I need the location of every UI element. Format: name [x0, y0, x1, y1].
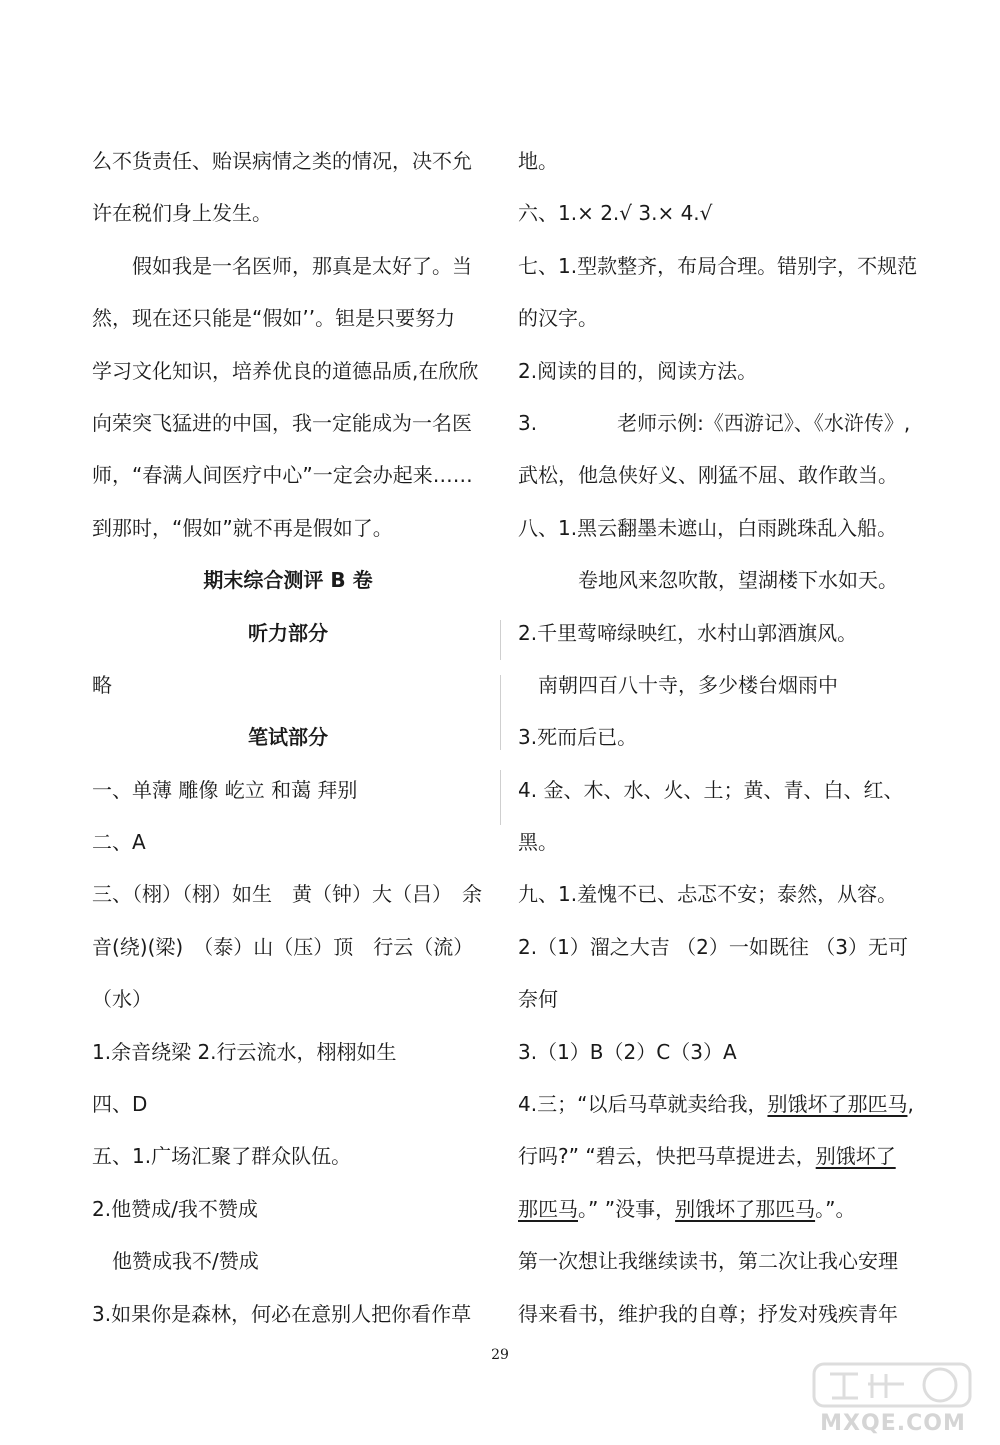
text-line: 奈何	[518, 987, 558, 1012]
exam-title: 期末综合测评 B 卷	[203, 568, 373, 593]
text-line: 师，“春满人间医疗中心”一定会办起来……	[92, 463, 473, 488]
written-section-title: 笔试部分	[248, 725, 328, 750]
answer-line: 2.他赞成/我不赞成	[92, 1196, 258, 1221]
text-line: 学习文化知识，培养优良的道德品质,在欣欣	[92, 358, 479, 383]
answer-line: 二、A	[92, 830, 146, 855]
text-line: 南朝四百八十寺，多少楼台烟雨中	[518, 672, 838, 697]
q4-text: 。” ”没事，	[578, 1196, 676, 1221]
text-line: 七、1.型款整齐，布局合理。错别字，不规范	[518, 253, 918, 278]
text-line: 九、1.羞愧不已、忐忑不安；泰然，从容。	[518, 882, 898, 907]
text-line: 地。	[518, 149, 558, 173]
answer-circle-logo-icon	[812, 1362, 972, 1408]
text-line: 3. 老师示例:《西游记》、《水浒传》,	[518, 410, 911, 435]
q4-text: 行吗?” “碧云，快把马草提进去，	[518, 1144, 816, 1169]
text-line: 向荣突飞猛进的中国，我一定能成为一名医	[92, 410, 472, 435]
page-number: 29	[491, 1347, 509, 1363]
answer-line: 五、1.广场汇聚了群众队伍。	[92, 1144, 352, 1169]
text-line: 3.死而后已。	[518, 725, 638, 750]
column-divider	[500, 620, 501, 660]
text-line: 得来看书，维护我的自尊；抒发对残疾青年	[518, 1301, 898, 1326]
watermark-site-text: MXQE.COM	[820, 1411, 966, 1436]
text-line: 八、1.黑云翻墨未遮山，白雨跳珠乱入船。	[518, 515, 898, 540]
text-line: 黑。	[518, 830, 558, 855]
q4-line-3	[518, 1183, 918, 1235]
underlined-quote: 别饿坏了那匹马	[675, 1196, 816, 1221]
text-line: 2.千里莺啼绿映红，水村山郭酒旗风。	[518, 620, 858, 645]
text-line: 然，现在还只能是“假如’’。钽是只要努力	[92, 306, 456, 331]
text-line: 假如我是一名医师，那真是太好了。当	[92, 253, 472, 278]
answer-line: 四、D	[92, 1092, 148, 1117]
q4-line-2	[518, 1130, 918, 1182]
left-column	[92, 135, 484, 1340]
text-line: 的汉字。	[518, 306, 598, 331]
answer-line: （水）	[92, 987, 152, 1012]
answer-line: 三、（栩）（栩）如生 黄（钟）大（吕） 余	[92, 882, 482, 907]
listening-answer: 略	[92, 672, 112, 697]
answer-line: 1.余音绕梁 2.行云流水，栩栩如生	[92, 1039, 397, 1064]
column-divider	[500, 770, 501, 825]
column-divider	[500, 675, 501, 750]
text-line: 六、1.× 2.√ 3.× 4.√	[518, 201, 713, 226]
answer-line: 他赞成我不/赞成	[92, 1249, 259, 1274]
q4-text: 。”。	[815, 1196, 856, 1221]
answer-line: 3.如果你是森林，何必在意别人把你看作草	[92, 1301, 472, 1326]
site-watermark	[808, 1362, 978, 1436]
underlined-quote: 别饿坏了	[815, 1144, 896, 1169]
text-line: 4. 金、木、水、火、土；黄、青、白、红、	[518, 777, 904, 802]
underlined-quote: 别饿坏了那匹马	[767, 1092, 908, 1117]
text-line: 第一次想让我继续读书，第二次让我心安理	[518, 1249, 898, 1274]
text-line: 武松，他急侠好义、刚猛不屈、敢作敢当。	[518, 463, 898, 488]
q4-prefix: 4.三；“以后马草就卖给我，	[518, 1092, 768, 1117]
right-column	[518, 135, 918, 1340]
listening-section-title: 听力部分	[248, 620, 328, 645]
q4-punct: ,	[907, 1092, 914, 1117]
text-line: 么不货责任、贻误病情之类的情况，决不允	[92, 149, 472, 173]
text-line: 3.（1）B（2）C（3）A	[518, 1039, 737, 1064]
text-line: 2.（1）溜之大吉 （2）一如既往 （3）无可	[518, 934, 908, 959]
answer-line: 一、单薄 雕像 屹立 和蔼 拜别	[92, 777, 358, 802]
underlined-quote: 那匹马	[518, 1196, 578, 1221]
text-line: 2.阅读的目的，阅读方法。	[518, 358, 758, 383]
q4-line-1	[518, 1078, 918, 1130]
text-line: 卷地风来忽吹散，望湖楼下水如天。	[518, 568, 898, 593]
text-line: 到那时，“假如”就不再是假如了。	[92, 515, 393, 540]
text-line: 许在税们身上发生。	[92, 201, 272, 226]
answer-line: 音(绕)(梁) （泰）山（压）顶 行云（流）	[92, 934, 474, 959]
